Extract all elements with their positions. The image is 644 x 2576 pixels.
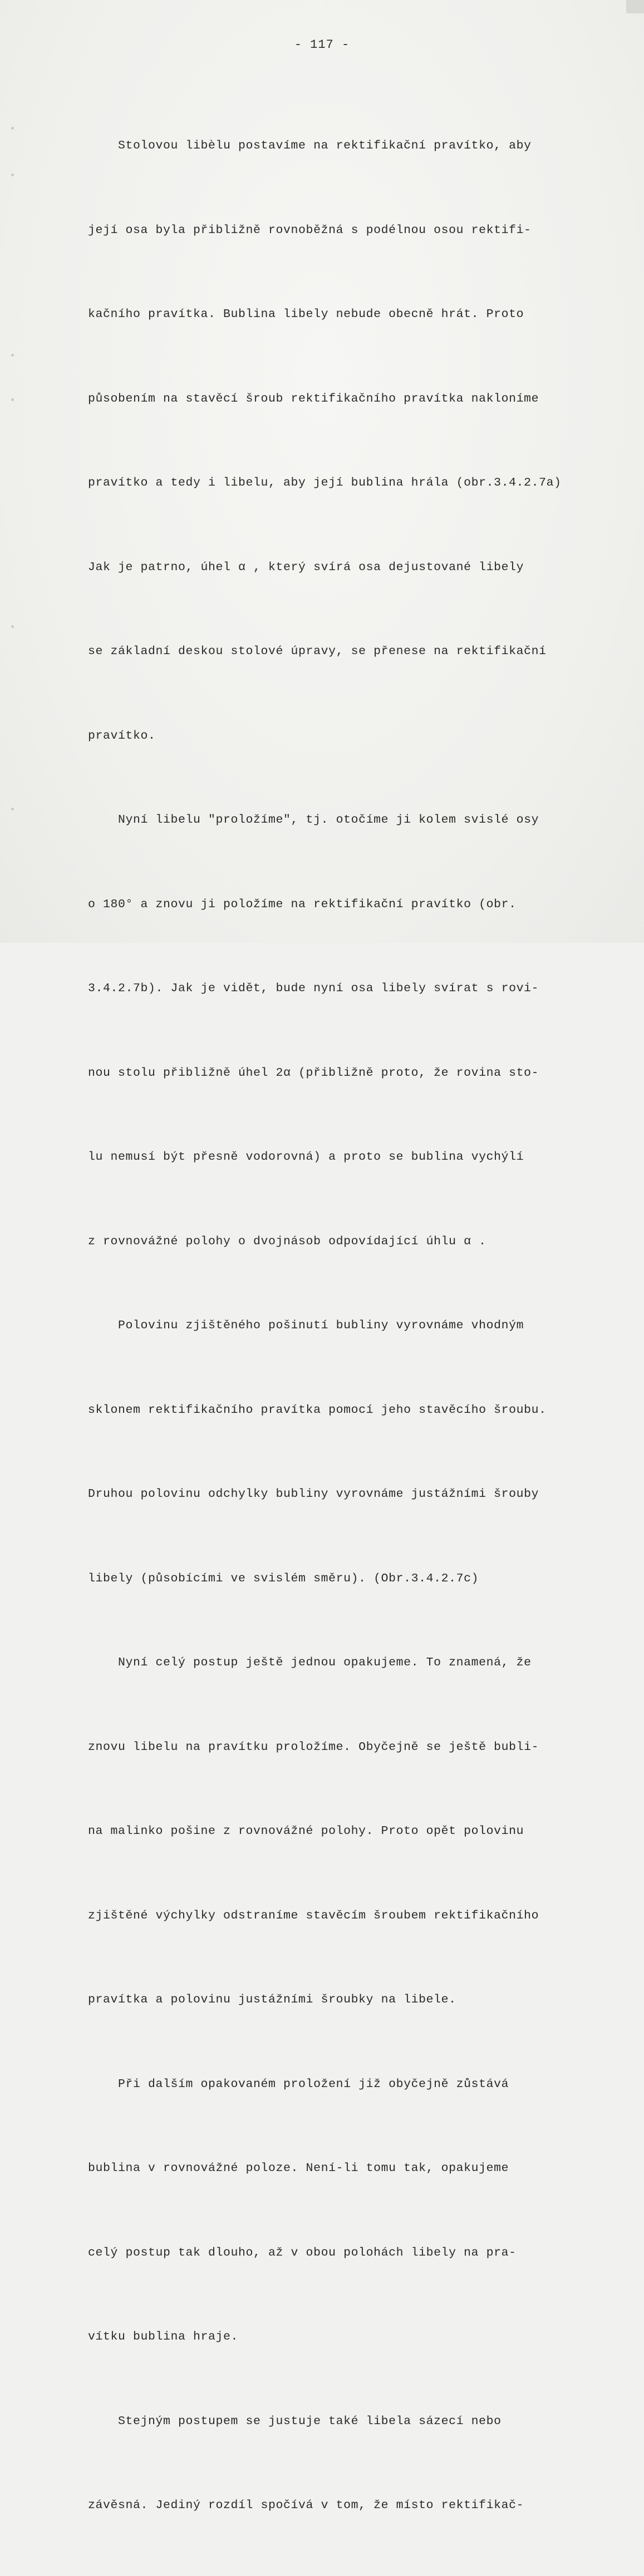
text-line: Nyní celý postup ještě jednou opakujeme. To znamená, že (88, 1656, 532, 1669)
text-line: pravítko a tedy i libelu, aby její bublina hrála (obr.3.4.2.7a) (88, 476, 562, 490)
text-line: závěsná. Jediný rozdíl spočívá v tom, že místo rektifikač- (88, 2499, 524, 2512)
text-line: o 180° a znovu ji položíme na rektifikační pravítko (obr. (88, 897, 517, 911)
text-line: pravítko. (88, 729, 156, 743)
text-line: 3.4.2.7b). Jak je vidět, bude nyní osa libely svírat s rovi- (88, 982, 539, 995)
scan-corner-shadow (626, 0, 644, 13)
text-line: lu nemusí být přesně vodorovná) a proto se bublina vychýlí (88, 1150, 524, 1164)
body-text (88, 76, 617, 2576)
text-line: libely (působícími ve svislém směru). (Obr.3.4.2.7c) (88, 1571, 479, 1585)
text-line: bublina v rovnovážné poloze. Není-li tomu tak, opakujeme (88, 2162, 509, 2175)
text-line: nou stolu přibližně úhel 2α (přibližně proto, že rovina sto- (88, 1066, 539, 1080)
punch-hole-mark (11, 127, 14, 130)
page-number: - 117 - (294, 38, 350, 52)
text-line: její osa byla přibližně rovnoběžná s podélnou osou rektifi- (88, 223, 532, 237)
punch-hole-mark (11, 174, 14, 176)
text-line: celý postup tak dlouho, až v obou polohách libely na pra- (88, 2246, 517, 2259)
text-line: kačního pravítka. Bublina libely nebude obecně hrát. Proto (88, 308, 524, 321)
text-line: znovu libelu na pravítku proložíme. Obyčejně se ještě bubli- (88, 1740, 539, 1754)
text-line: sklonem rektifikačního pravítka pomocí jeho stavěcího šroubu. (88, 1403, 547, 1417)
text-line: zjištěné výchylky odstraníme stavěcím šroubem rektifikačního (88, 1908, 539, 1922)
text-line: Polovinu zjištěného pošinutí bubliny vyrovnáme vhodným (88, 1319, 524, 1332)
text-line: Jak je patrno, úhel α , který svírá osa dejustované libely (88, 560, 524, 574)
punch-hole-mark (11, 625, 14, 628)
text-line: z rovnovážné polohy o dvojnásob odpovídající úhlu α . (88, 1234, 486, 1248)
punch-hole-mark (11, 808, 14, 810)
text-line: Stejným postupem se justuje také libela sázecí nebo (88, 2414, 502, 2428)
text-line: Stolovou libèlu postavíme na rektifikační pravítko, aby (88, 139, 532, 152)
punch-hole-mark (11, 398, 14, 401)
text-line: Nyní libelu "proložíme", tj. otočíme ji kolem svislé osy (88, 813, 539, 827)
text-line: se základní deskou stolové úpravy, se přenese na rektifikační (88, 645, 547, 658)
text-line: vítku bublina hraje. (88, 2330, 239, 2343)
text-line: Při dalším opakovaném proložení již obyčejně zůstává (88, 2077, 509, 2091)
text-line: pravítka a polovinu justážními šroubky na libele. (88, 1993, 456, 2006)
text-line: Druhou polovinu odchylky bubliny vyrovnáme justážními šrouby (88, 1487, 539, 1501)
text-line: působením na stavěcí šroub rektifikačního pravítka nakloníme (88, 392, 539, 406)
punch-hole-mark (11, 354, 14, 357)
text-line: na malinko pošine z rovnovážné polohy. Proto opět polovinu (88, 1825, 524, 1838)
